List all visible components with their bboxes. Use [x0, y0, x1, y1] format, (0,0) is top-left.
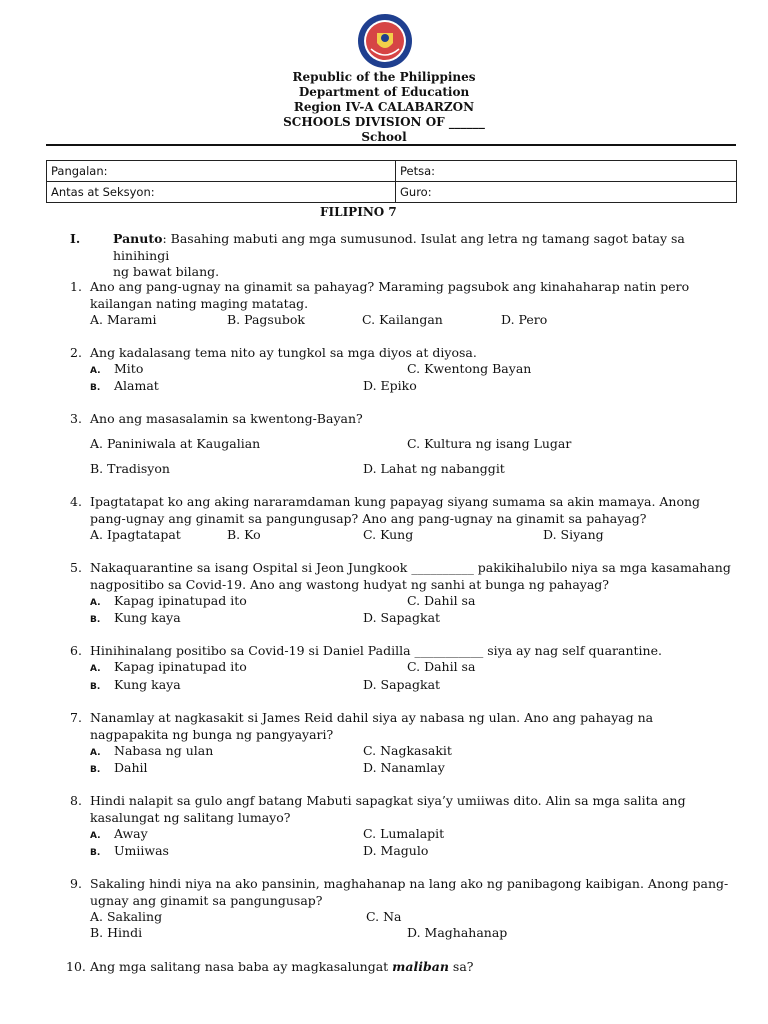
name-field[interactable] [47, 161, 396, 182]
question-number: 5. [70, 560, 82, 575]
option-c[interactable]: C. Kung [363, 527, 414, 542]
instructions-text: : Basahing mabuti ang mga sumusunod. Isulat ang letra ng tamang sagot batay sa hinihingi [113, 231, 685, 263]
option-a[interactable]: A. Marami [90, 312, 157, 327]
question-text: Ipagtatapat ko ang aking nararamdaman kung papayag siyang sumama sa akin mamaya. Anong pang-ugnay ang ginamit sa pangungusap? Ano ang pang-ugnay na ginamit sa pahayag? [90, 494, 701, 526]
question-text: Ano ang masasalamin sa kwentong-Bayan? [90, 411, 363, 426]
teacher-field[interactable] [396, 182, 737, 203]
option-a[interactable]: A. Sakaling [90, 909, 163, 924]
option-c[interactable]: C. Nagkasakit [363, 743, 452, 758]
question-number: 6. [70, 643, 82, 658]
question-number: 7. [70, 710, 82, 725]
option-a[interactable]: A. Kapag ipinatupad ito [90, 593, 247, 608]
option-d[interactable]: D. Nanamlay [363, 760, 445, 775]
option-b[interactable]: B. Kung kaya [90, 677, 181, 692]
question-text: Nakaquarantine sa isang Ospital si Jeon Jungkook __________ pakikihalubilo niya sa mga kasamahang nagpositibo sa Covid-19. Ano ang wastong hudyat ng sanhi at bunga ng pahayag? [90, 560, 731, 592]
option-c[interactable]: C. Kailangan [362, 312, 443, 327]
section-field[interactable] [47, 182, 396, 203]
option-b[interactable]: B. Pagsubok [227, 312, 306, 327]
question-text: Hindi nalapit sa gulo angf batang Mabuti sapagkat siya’y umiiwas dito. Alin sa mga salita ang kasalungat ng salitang lumayo? [90, 793, 686, 825]
student-info-table [46, 160, 737, 203]
question-text: Hinihinalang positibo sa Covid-19 si Daniel Padilla ___________ siya ay nag self quarantine. [90, 643, 662, 658]
question-number: 2. [70, 345, 82, 360]
question-number: 1. [70, 279, 82, 294]
option-d[interactable]: D. Lahat ng nabanggit [363, 461, 505, 476]
option-a[interactable]: A. Paniniwala at Kaugalian [90, 436, 261, 451]
option-d[interactable]: D. Siyang [543, 527, 604, 542]
section-numeral: I. [70, 231, 81, 246]
question-text: Ang mga salitang nasa baba ay magkasalungat maliban sa? [90, 959, 474, 974]
option-c[interactable]: C. Kwentong Bayan [407, 361, 532, 376]
instructions-text-2: ng bawat bilang. [113, 264, 220, 279]
option-c[interactable]: C. Dahil sa [407, 659, 476, 674]
header-republic: Republic of the Philippines [292, 70, 476, 84]
option-b[interactable]: B. Umiiwas [90, 843, 169, 858]
question-text: Ano ang pang-ugnay na ginamit sa pahayag? Maraming pagsubok ang kinahaharap natin pero kailangan nating maging matatag. [90, 279, 690, 311]
option-a[interactable]: A. Away [90, 826, 148, 841]
question-number: 4. [70, 494, 82, 509]
question-number: 8. [70, 793, 82, 808]
question-text: Ang kadalasang tema nito ay tungkol sa mga diyos at diyosa. [90, 345, 477, 360]
header-division: SCHOOLS DIVISION OF ______ [283, 115, 485, 129]
option-c[interactable]: C. Na [366, 909, 402, 924]
subject-title: FILIPINO 7 [320, 205, 397, 219]
name-label: Pangalan: [51, 164, 108, 178]
option-d[interactable]: D. Epiko [363, 378, 417, 393]
question-text: Nanamlay at nagkasakit si James Reid dahil siya ay nabasa ng ulan. Ano ang pahayag na nagpapakita ng bunga ng pangyayari? [90, 710, 654, 742]
option-a[interactable]: A. Nabasa ng ulan [90, 743, 214, 758]
question-number: 9. [70, 876, 82, 891]
question-number: 10. [66, 959, 86, 974]
option-c[interactable]: C. Lumalapit [363, 826, 445, 841]
option-d[interactable]: D. Sapagkat [363, 677, 441, 692]
option-b[interactable]: B. Hindi [90, 925, 143, 940]
question-number: 3. [70, 411, 82, 426]
section-label: Antas at Seksyon: [51, 185, 155, 199]
deped-seal-icon [357, 13, 413, 69]
option-b[interactable]: B. Alamat [90, 378, 159, 393]
header-region: Region IV-A CALABARZON [293, 100, 475, 114]
header-department: Department of Education [298, 85, 470, 99]
option-d[interactable]: D. Pero [501, 312, 548, 327]
instructions-label: Panuto [113, 231, 163, 246]
option-b[interactable]: B. Ko [227, 527, 261, 542]
option-d[interactable]: D. Magulo [363, 843, 429, 858]
option-b[interactable]: B. Tradisyon [90, 461, 170, 476]
option-b[interactable]: B. Kung kaya [90, 610, 181, 625]
emphasized-word: maliban [392, 959, 449, 974]
date-field[interactable] [396, 161, 737, 182]
header-rule [46, 144, 736, 146]
teacher-label: Guro: [400, 185, 432, 199]
date-label: Petsa: [400, 164, 436, 178]
option-d[interactable]: D. Maghahanap [407, 925, 508, 940]
option-c[interactable]: C. Kultura ng isang Lugar [407, 436, 572, 451]
option-a[interactable]: A. Kapag ipinatupad ito [90, 659, 247, 674]
option-a[interactable]: A. Ipagtatapat [90, 527, 181, 542]
option-d[interactable]: D. Sapagkat [363, 610, 441, 625]
header-school: School [361, 130, 407, 144]
option-a[interactable]: A. Mito [90, 361, 144, 376]
option-c[interactable]: C. Dahil sa [407, 593, 476, 608]
option-b[interactable]: B. Dahil [90, 760, 148, 775]
question-text: Sakaling hindi niya na ako pansinin, maghahanap na lang ako ng panibagong kaibigan. Anong pang-ugnay ang ginamit sa pangungusap? [90, 876, 729, 908]
